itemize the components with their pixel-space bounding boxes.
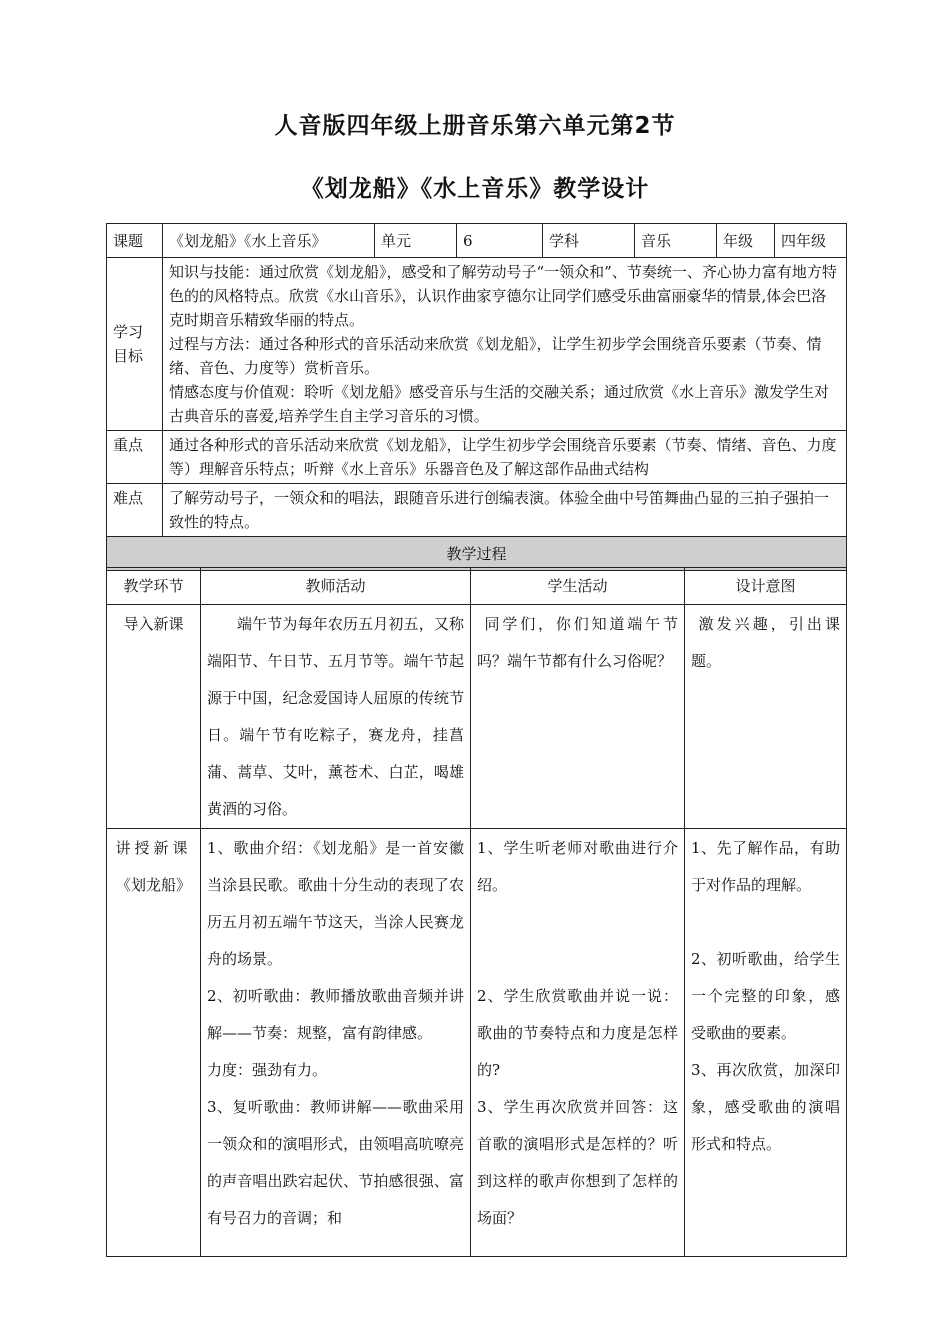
unit-label: 单元 (375, 224, 457, 258)
column-header-intent: 设计意图 (685, 568, 847, 605)
info-row (107, 224, 847, 258)
difficulties-row (107, 484, 847, 537)
table-row (107, 829, 847, 1257)
stage-name: 讲授新课 (115, 839, 192, 857)
topic-value: 《划龙船》《水上音乐》 (163, 224, 375, 258)
student-activity-cell: 同学们，你们知道端午节吗？端午节都有什么习俗呢？ (471, 605, 685, 829)
teacher-step-3: 3、复听歌曲：教师讲解——歌曲采用一领众和的演唱形式，由领唱高吭嘹亮的声音唱出跌宕起伏、节拍感很强、富有号召力的音调；和 (207, 1098, 464, 1227)
teacher-activity-cell: 端午节为每年农历五月初五，又称端阳节、午日节、五月节等。端午节起源于中国，纪念爱国诗人屈原的传统节日。端午节有吃粽子，赛龙舟，挂菖蒲、蒿草、艾叶，薰苍术、白芷，喝雄黄酒的习俗。 (201, 605, 471, 829)
subject-value: 音乐 (635, 224, 717, 258)
stage-cell: 导入新课 (107, 605, 201, 829)
teacher-step-1: 1、歌曲介绍：《划龙船》是一首安徽当涂县民歌。歌曲十分生动的表现了农历五月初五端午节这天，当涂人民赛龙舟的场景。 (207, 839, 464, 968)
topic-label: 课题 (107, 224, 163, 258)
subject-label: 学科 (543, 224, 635, 258)
teacher-step-2: 2、初听歌曲：教师播放歌曲音频并讲解——节奏：规整，富有韵律感。 (207, 987, 464, 1042)
document-title-line-1: 人音版四年级上册音乐第六单元第2节 (274, 113, 676, 139)
grade-value: 四年级 (775, 224, 847, 258)
intent-step-1: 1、先了解作品，有助于对作品的理解。 (691, 839, 840, 894)
stage-subtitle: 《划龙船》 (115, 876, 191, 894)
process-header: 教学过程 (107, 537, 847, 571)
teacher-step-2-dynamics: 力度：强劲有力。 (207, 1061, 328, 1079)
objectives-label-line-2: 目标 (113, 347, 144, 365)
unit-value: 6 (457, 224, 543, 258)
design-intent-cell (685, 829, 847, 1257)
difficulties-label: 难点 (107, 484, 163, 537)
stage-cell (107, 829, 201, 1257)
column-header-stage: 教学环节 (107, 568, 201, 605)
objectives-label (107, 258, 163, 431)
teacher-activity-cell (201, 829, 471, 1257)
key-points-label: 重点 (107, 431, 163, 484)
objectives-label-line-1: 学习 (113, 323, 144, 341)
objective-knowledge: 知识与技能：通过欣赏《划龙船》，感受和了解劳动号子“一领众和”、节奏统一、齐心协力富有地方特色的的风格特点。欣赏《水山音乐》，认识作曲家亨德尔让同学们感受乐曲富丽豪华的情景,体会巴洛克时期音乐精致华丽的特点。 (169, 263, 837, 329)
intent-step-2: 2、初听歌曲，给学生一个完整的印象，感受歌曲的要素。 (691, 950, 840, 1042)
key-points-text: 通过各种形式的音乐活动来欣赏《划龙船》，让学生初步学会围绕音乐要素（节奏、情绪、音色、力度等）理解音乐特点；听辩《水上音乐》乐器音色及了解这部作品曲式结构 (163, 431, 847, 484)
design-intent-cell: 激发兴趣，引出课题。 (685, 605, 847, 829)
teaching-process-table (106, 567, 847, 1257)
student-step-1: 1、学生听老师对歌曲进行介绍。 (477, 839, 678, 894)
student-step-3: 3、学生再次欣赏并回答：这首歌的演唱形式是怎样的？听到这样的歌声你想到了怎样的场面？ (477, 1098, 678, 1227)
objectives-row (107, 258, 847, 431)
process-header-row (107, 537, 847, 571)
key-points-row (107, 431, 847, 484)
student-step-2: 2、学生欣赏歌曲并说一说：歌曲的节奏特点和力度是怎样的? (477, 987, 678, 1079)
objective-process: 过程与方法：通过各种形式的音乐活动来欣赏《划龙船》，让学生初步学会围绕音乐要素（节奏、情绪、音色、力度等）赏析音乐。 (169, 335, 822, 377)
document-title-line-2: 《划龙船》《水上音乐》教学设计 (300, 176, 650, 202)
column-header-teacher: 教师活动 (201, 568, 471, 605)
column-header-student: 学生活动 (471, 568, 685, 605)
difficulties-text: 了解劳动号子，一领众和的唱法，跟随音乐进行创编表演。体验全曲中号笛舞曲凸显的三拍子强拍一致性的特点。 (163, 484, 847, 537)
lesson-info-table (106, 223, 847, 571)
objectives-content (163, 258, 847, 431)
grade-label: 年级 (717, 224, 775, 258)
table-row (107, 605, 847, 829)
intent-step-3: 3、再次欣赏，加深印象，感受歌曲的演唱形式和特点。 (691, 1061, 840, 1153)
process-column-headers (107, 568, 847, 605)
student-activity-cell (471, 829, 685, 1257)
objective-emotion: 情感态度与价值观：聆听《划龙船》感受音乐与生活的交融关系；通过欣赏《水上音乐》激发学生对古典音乐的喜爱,培养学生自主学习音乐的习惯。 (169, 383, 830, 425)
